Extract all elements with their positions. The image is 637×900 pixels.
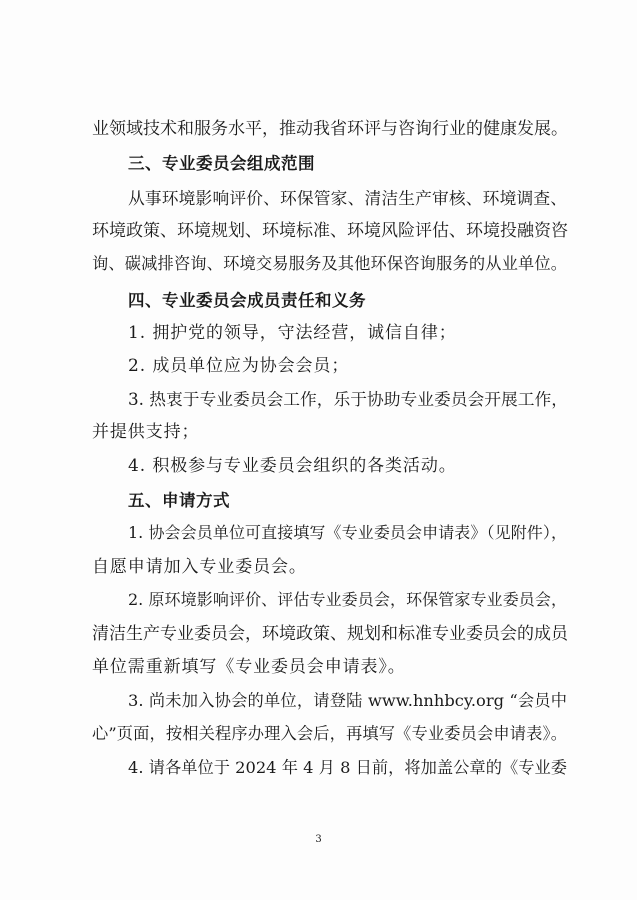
paragraph-line: 1. 拥护党的领导，守法经营，诚信自律； <box>128 323 457 343</box>
section-heading: 五、申请方式 <box>128 491 230 510</box>
paragraph-line: 并提供支持； <box>92 422 200 442</box>
paragraph-line: 3. 尚未加入协会的单位，请登陆 www.hnhbcy.org “会员中 <box>128 691 567 710</box>
paragraph-line: 2. 原环境影响评价、评估专业委员会，环保管家专业委员会， <box>128 590 567 609</box>
paragraph-line: 4. 请各单位于 2024 年 4 月 8 日前，将加盖公章的《专业委 <box>128 758 567 777</box>
paragraph-line: 3. 热衷于专业委员会工作，乐于协助专业委员会开展工作， <box>128 389 569 409</box>
paragraph-line: 环境政策、环境规划、环境标准、环境风险评估、环境投融资咨 <box>92 221 568 241</box>
paragraph-line: 4. 积极参与专业委员会组织的各类活动。 <box>128 456 457 476</box>
paragraph-line: 1. 协会会员单位可直接填写《专业委员会申请表》（见附件）， <box>128 523 567 542</box>
paragraph-line: 2. 成员单位应为协会会员； <box>128 356 350 376</box>
page-number: 3 <box>315 834 322 845</box>
section-heading: 三、专业委员会组成范围 <box>128 154 315 173</box>
paragraph-line: 心”页面，按相关程序办理入会后，再填写《专业委员会申请表》。 <box>92 724 567 743</box>
paragraph-line: 业领域技术和服务水平，推动我省环评与咨询行业的健康发展。 <box>92 119 568 139</box>
paragraph-line: 从事环境影响评价、环保管家、清洁生产审核、环境调查、 <box>128 188 567 208</box>
paragraph-line: 单位需重新填写《专业委员会申请表》。 <box>92 657 406 677</box>
section-heading: 四、专业委员会成员责任和义务 <box>128 291 366 310</box>
paragraph-line: 询、碳减排咨询、环境交易服务及其他环保咨询服务的从业单位。 <box>92 254 567 273</box>
paragraph-line: 清洁生产专业委员会，环境政策、规划和标准专业委员会的成员 <box>92 624 568 644</box>
paragraph-line: 自愿申请加入专业委员会。 <box>92 557 307 577</box>
